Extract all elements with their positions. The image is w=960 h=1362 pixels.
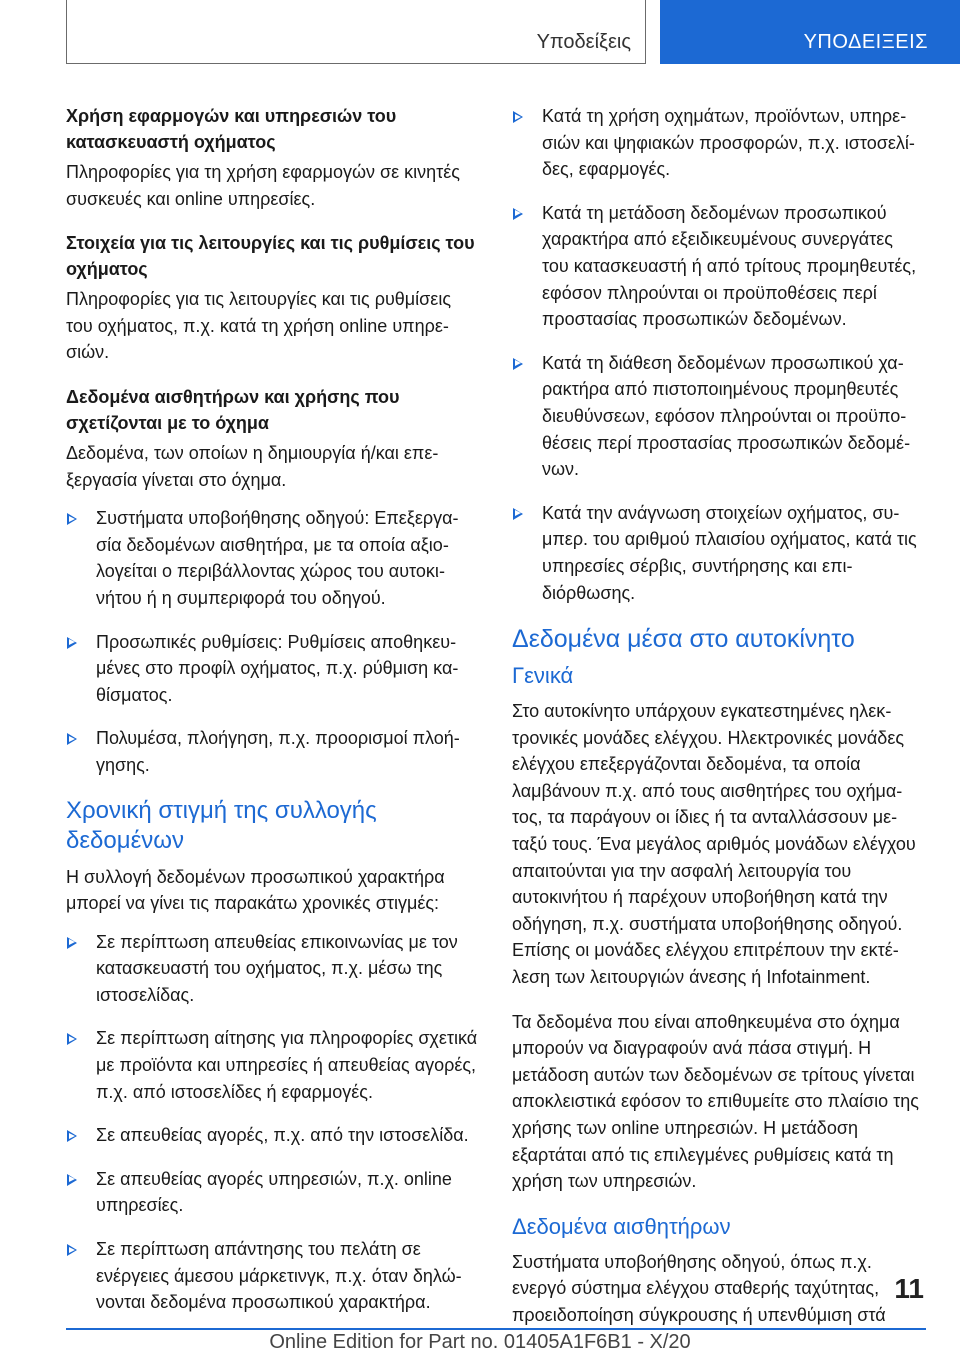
text-apps-services: Πληροφορίες για τη χρήση εφαρμογών σε κινητές συσκευές και online υπηρεσίες. (66, 162, 460, 209)
heading-sensor-data: Δεδομένα αισθητήρων (512, 1213, 731, 1239)
heading-general: Γενικά (512, 663, 574, 689)
bullet-triangle-icon (513, 358, 523, 370)
list-item: Σε απευθείας αγορές, π.χ. από την ιστοσελίδα. (66, 1122, 478, 1149)
bullet-triangle-icon (67, 1130, 77, 1142)
list-item: Σε περίπτωση απάντησης του πελάτη σε ενέργειες άμεσου μάρκετινγκ, π.χ. όταν δηλώνονται δεδομένα προσωπικού χαρακτήρα. (66, 1236, 478, 1316)
footer-divider (66, 1328, 926, 1330)
heading-sensor-usage-data: Δεδομένα αισθητήρων και χρήσης που σχετίζονται με το όχημα (66, 386, 400, 433)
bullet-triangle-icon (67, 513, 77, 525)
text-collection-time: Η συλλογή δεδομένων προσωπικού χαρακτήρα μπορεί να γίνει τις παρακάτω χρονικές στιγμές: (66, 866, 445, 914)
list-item: Σε περίπτωση απευθείας επικοινωνίας με τον κατασκευαστή του οχήματος, π.χ. μέσω της ιστοσελίδας. (66, 929, 478, 1009)
page-header (0, 0, 960, 66)
heading-collection-time: Χρονική στιγμή της συλλογής δεδομένων (66, 796, 377, 854)
heading-data-in-car: Δεδομένα μέσα στο αυτοκίνητο (512, 625, 855, 654)
text-sensor-usage-data: Δεδομένα, των οποίων η δημιουργία ή/και επεξεργασία γίνεται στο όχημα. (66, 442, 439, 490)
list-item: Κατά τη διάθεση δεδομένων προσωπικού χαρακτήρα από πιστοποιημένους προμηθευτές διευθύνσεων, εφόσον πληρούνται οι προϋποθέσεις περί προστασίας προσωπικών δεδομένων. (512, 350, 924, 483)
heading-apps-services: Χρήση εφαρμογών και υπηρεσιών του κατασκευαστή οχήματος (66, 106, 397, 152)
list-item: Προσωπικές ρυθμίσεις: Ρυθμίσεις αποθηκευμένες στο προφίλ οχήματος, π.χ. ρύθμιση καθίσματος. (66, 629, 478, 709)
list-item: Πολυμέσα, πλοήγηση, π.χ. προορισμοί πλοήγησης. (66, 725, 478, 778)
footer-edition-text: Online Edition for Part no. 01405A1F6B1 - X/20 (269, 1331, 691, 1353)
bullet-triangle-icon (67, 733, 77, 745)
bullet-triangle-icon (67, 1244, 77, 1256)
bullet-triangle-icon (67, 637, 77, 649)
section-tab (66, 0, 646, 64)
section-label: Υποδείξεις (536, 31, 631, 53)
text-sensor-data: Συστήματα υποβοήθησης οδηγού, όπως π.χ. ενεργό σύστημα ελέγχου σταθερής ταχύτητας, προειδοποίηση σύγκρουσης ή υπενθύμιση στά (512, 1251, 886, 1325)
list-item: Κατά τη χρήση οχημάτων, προϊόντων, υπηρεσιών και ψηφιακών προσφορών, π.χ. ιστοσελίδες, εφαρμογές. (512, 103, 924, 183)
bullet-triangle-icon (513, 208, 523, 220)
chapter-tab (660, 0, 960, 64)
heading-vehicle-settings: Στοιχεία για τις λειτουργίες και τις ρυθμίσεις του οχήματος (66, 233, 475, 280)
collection-time-list-continued (512, 103, 924, 606)
bullet-triangle-icon (67, 937, 77, 949)
list-item: Συστήματα υποβοήθησης οδηγού: Επεξεργασία δεδομένων αισθητήρα, με τα οποία αξιολογείται ο περιβάλλοντας χώρος του αυτοκινήτου ή η συμπεριφορά του οδηγού. (66, 505, 478, 611)
sensor-usage-list (66, 505, 478, 778)
text-vehicle-settings: Πληροφορίες για τις λειτουργίες και τις ρυθμίσεις του οχήματος, π.χ. κατά τη χρήση online υπηρεσιών. (66, 289, 451, 363)
bullet-triangle-icon (513, 111, 523, 123)
collection-time-list (66, 929, 478, 1316)
bullet-triangle-icon (513, 508, 523, 520)
bullet-triangle-icon (67, 1033, 77, 1045)
list-item: Κατά την ανάγνωση στοιχείων οχήματος, συμπερ. του αριθμού πλαισίου οχήματος, κατά τις υπηρεσίες σέρβις, συντήρησης και επιδιόρθωσης. (512, 500, 924, 606)
text-general-1: Στο αυτοκίνητο υπάρχουν εγκατεστημένες ηλεκτρονικές μονάδες ελέγχου. Ηλεκτρονικές μονάδες ελέγχου επεξεργάζονται δεδομένα, τα οποία λαμβάνουν π.χ. από τους αισθητήρες του οχήματος, τα παράγουν οι ίδιες ή τα ανταλλάσσουν μεταξύ τους. Ένα μεγάλος αριθμός μονάδων ελέγχου απαιτούνται για την ασφαλή λειτουργία του αυτοκινήτου ή παρέχουν υποβοήθηση κατά την οδήγηση, π.χ. συστήματα υποβοήθησης οδηγού. Επίσης οι μονάδες ελέγχου επιτρέπουν την εκτέλεση των λειτουργιών άνεσης ή Infotainment. (512, 701, 916, 988)
list-item: Σε απευθείας αγορές υπηρεσιών, π.χ. online υπηρεσίες. (66, 1166, 478, 1219)
right-column (512, 103, 924, 1347)
chapter-label: ΥΠΟΔΕΙΞΕΙΣ (803, 31, 928, 53)
list-item: Σε περίπτωση αίτησης για πληροφορίες σχετικά με προϊόντα και υπηρεσίες ή απευθείας αγορές, π.χ. από ιστοσελίδες ή εφαρμογές. (66, 1025, 478, 1105)
text-general-2: Τα δεδομένα που είναι αποθηκευμένα στο όχημα μπορούν να διαγραφούν ανά πάσα στιγμή. Η μετάδοση αυτών των δεδομένων σε τρίτους γίνεται αποκλειστικά εφόσον το επιθυμείτε στο πλαίσιο της χρήσης των online υπηρεσιών. Η μετάδοση εξαρτάται από τις επιλεγμένες ρυθμίσεις κατά τη χρήση των υπηρεσιών. (512, 1011, 919, 1192)
left-column (66, 103, 478, 1333)
page-number: 11 (894, 1273, 924, 1304)
bullet-triangle-icon (67, 1174, 77, 1186)
list-item: Κατά τη μετάδοση δεδομένων προσωπικού χαρακτήρα από εξειδικευμένους συνεργάτες του κατασκευαστή ή από τρίτους προμηθευτές, εφόσον πληρούνται οι προϋποθέσεις περί προστασίας προσωπικών δεδομένων. (512, 200, 924, 333)
